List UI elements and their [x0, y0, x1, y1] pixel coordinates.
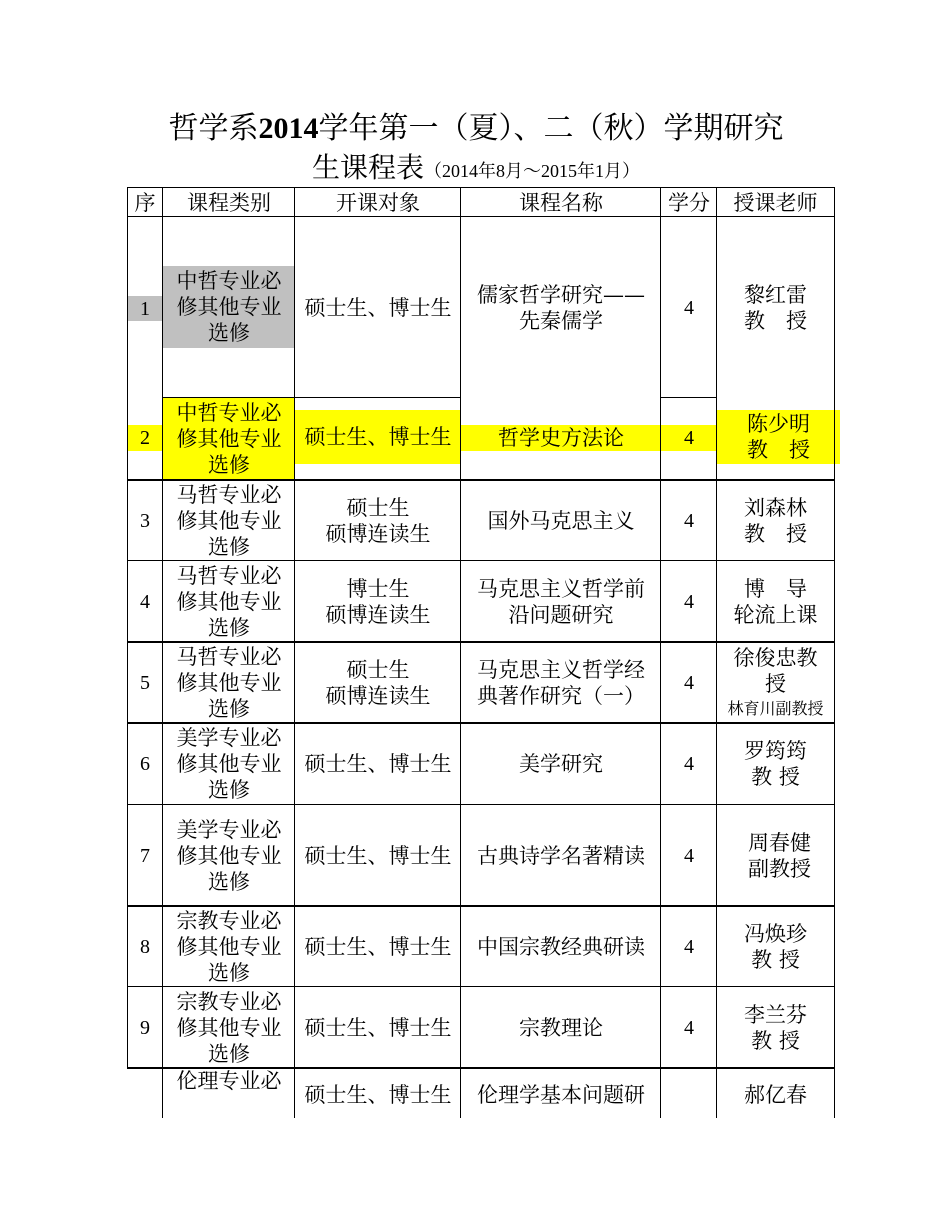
row5-category: 马哲专业必修其他专业选修 [176, 644, 282, 721]
grid-line [127, 187, 835, 188]
row6-teacher: 罗筠筠 教 授 [744, 739, 807, 789]
row9-teacher: 李兰芬 教 授 [744, 1002, 807, 1053]
header-audience: 开课对象 [336, 190, 420, 215]
row6-category: 美学专业必修其他专业选修 [176, 726, 282, 802]
grid-line [163, 397, 461, 398]
row1-audience: 硕士生、博士生 [304, 295, 452, 320]
row2-no: 2 [127, 425, 163, 451]
row3-audience: 硕士生 硕博连读生 [325, 495, 431, 546]
row1-course: 儒家哲学研究——先秦儒学 [477, 282, 645, 333]
title-rest: 学年第一（夏）、二（秋）学期研究 [318, 111, 784, 146]
row7-category: 美学专业必修其他专业选修 [176, 817, 282, 894]
header-no: 序 [134, 190, 156, 215]
row3-teacher: 刘森林 教 授 [744, 495, 807, 546]
row6-no: 6 [140, 753, 150, 775]
row6-credit: 4 [684, 753, 694, 775]
header-teacher: 授课老师 [733, 190, 818, 215]
row9-no: 9 [140, 1016, 150, 1039]
row1-category: 中哲专业必修其他专业选修 [163, 266, 295, 348]
row10-category: 伦理专业必 [176, 1069, 282, 1093]
row4-category: 马哲专业必修其他专业选修 [176, 563, 282, 640]
grid-line [127, 216, 835, 217]
subtitle-main: 生课程表 [311, 151, 424, 184]
row3-credit: 4 [684, 509, 694, 532]
grid-line [716, 187, 717, 1118]
row7-teacher: 周春健 副教授 [748, 830, 811, 881]
row8-audience: 硕士生、博士生 [304, 934, 452, 959]
row2-credit: 4 [661, 425, 717, 451]
row5-course: 马克思主义哲学经典著作研究（一） [477, 657, 645, 708]
row8-teacher: 冯焕珍 教 授 [744, 921, 807, 972]
row8-course: 中国宗教经典研读 [477, 934, 645, 959]
row9-audience: 硕士生、博士生 [304, 1015, 452, 1040]
row10-audience: 硕士生、博士生 [304, 1083, 452, 1107]
subtitle-date-range: （2014年8月～2015年1月） [424, 161, 640, 181]
row4-no: 4 [140, 590, 150, 613]
row3-category: 马哲专业必修其他专业选修 [176, 482, 282, 559]
row2-course: 哲学史方法论 [461, 425, 661, 451]
row5-teacher-note: 林育川副教授 [727, 699, 824, 718]
grid-line [162, 187, 163, 1118]
row2-audience: 硕士生、博士生 [295, 410, 461, 464]
row7-audience: 硕士生、博士生 [304, 843, 452, 868]
row3-course: 国外马克思主义 [487, 508, 635, 533]
header-credit: 学分 [668, 190, 710, 215]
grid-line [460, 187, 461, 1118]
row7-credit: 4 [684, 844, 694, 867]
row6-course: 美学研究 [519, 752, 603, 776]
grid-line [834, 187, 835, 1118]
row5-credit: 4 [684, 671, 694, 694]
header-category: 课程类别 [187, 190, 271, 215]
row7-no: 7 [140, 844, 150, 867]
grid-line [127, 804, 835, 805]
row10-course: 伦理学基本问题研 [477, 1083, 645, 1107]
grid-line [661, 397, 717, 398]
grid-line [127, 1067, 835, 1069]
row4-audience: 博士生 硕博连读生 [325, 576, 431, 627]
row1-teacher: 黎红雷 教 授 [744, 282, 807, 333]
header-course: 课程名称 [519, 190, 603, 215]
row8-no: 8 [140, 935, 150, 958]
grid-line [127, 641, 835, 643]
row2-teacher: 陈少明 教 授 [717, 410, 840, 464]
row5-no: 5 [140, 671, 150, 694]
row4-credit: 4 [684, 590, 694, 613]
grid-line [127, 905, 835, 907]
row10-teacher: 郝亿春 [744, 1083, 807, 1107]
grid-line [127, 986, 835, 987]
row1-no: 1 [127, 296, 163, 321]
row9-credit: 4 [684, 1016, 694, 1039]
row5-audience: 硕士生 硕博连读生 [325, 657, 431, 708]
grid-line [127, 722, 835, 724]
row6-audience: 硕士生、博士生 [304, 752, 452, 776]
row8-credit: 4 [684, 935, 694, 958]
row5-teacher: 徐俊忠教授 [733, 646, 818, 696]
row8-category: 宗教专业必修其他专业选修 [176, 908, 282, 985]
row4-teacher: 博 导 轮流上课 [733, 576, 818, 627]
title-prefix: 哲学系 [168, 111, 259, 146]
row3-no: 3 [140, 509, 150, 532]
grid-line [127, 187, 128, 1068]
row9-category: 宗教专业必修其他专业选修 [176, 989, 282, 1066]
row7-course: 古典诗学名著精读 [477, 843, 645, 868]
row4-course: 马克思主义哲学前沿问题研究 [477, 576, 645, 627]
grid-line [127, 479, 835, 481]
row1-credit: 4 [684, 296, 694, 319]
grid-line [660, 187, 661, 1118]
row9-course: 宗教理论 [519, 1015, 603, 1040]
title-year: 2014 [258, 112, 319, 145]
grid-line [294, 187, 295, 1118]
grid-line [127, 560, 835, 561]
row2-category: 中哲专业必修其他专业选修 [163, 398, 295, 480]
